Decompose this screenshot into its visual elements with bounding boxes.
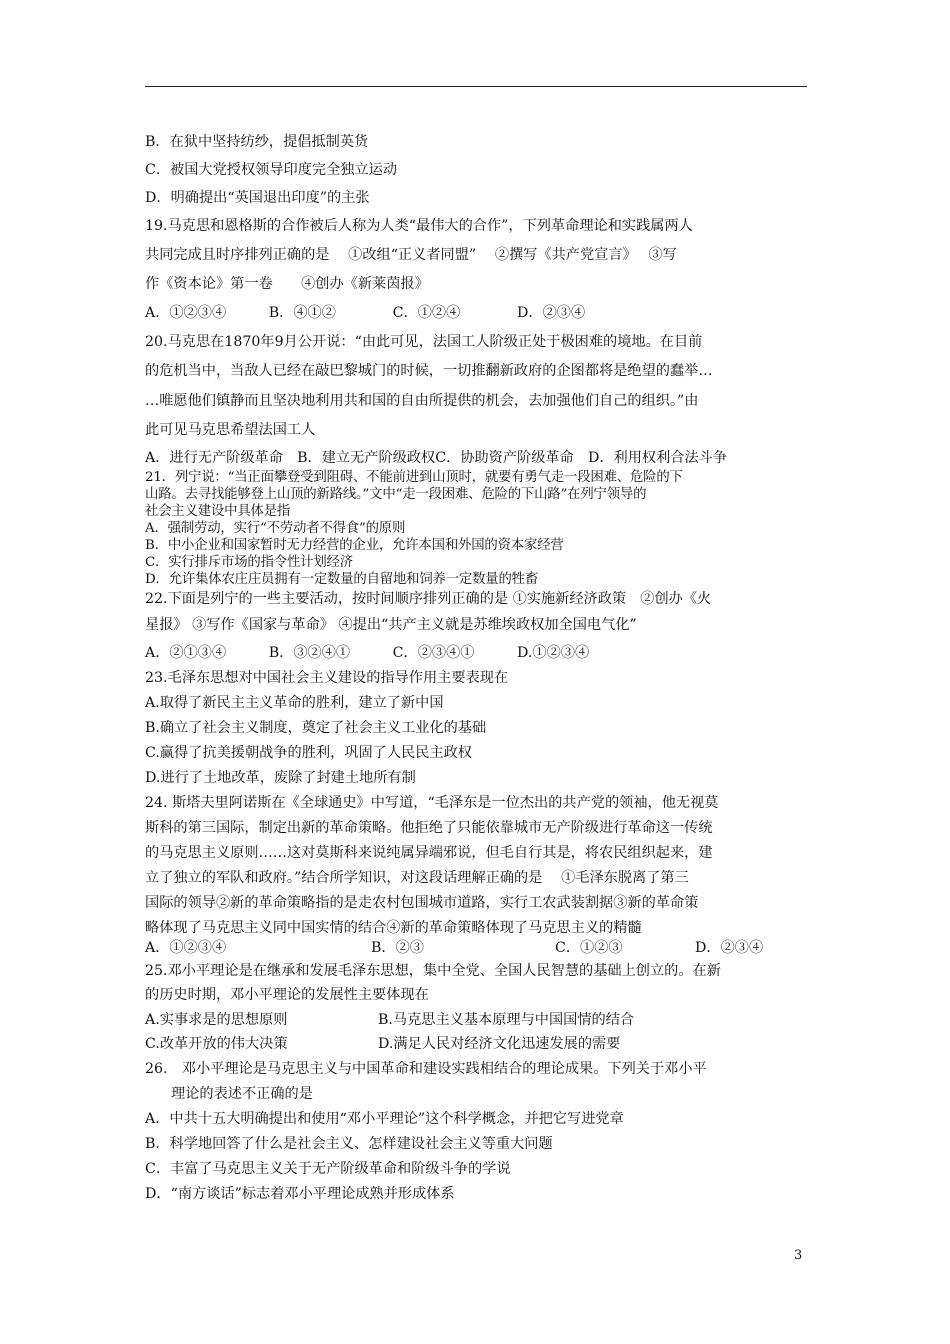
q25-option-b: B.马克思主义基本原理与中国国情的结合 bbox=[378, 1012, 635, 1028]
q25-stem-line: 的历史时期，邓小平理论的发展性主要体现在 bbox=[145, 987, 429, 1003]
q24-stem-line: 立了独立的军队和政府。”结合所学知识，对这段话理解正确的是 ①毛泽东脱离了第三 bbox=[145, 870, 689, 886]
q24-stem-line: 的马克思主义原则……这对莫斯科来说纯属异端邪说，但毛自行其是，将农民组织起来，建 bbox=[145, 845, 713, 861]
q26-stem-line: 理论的表述不正确的是 bbox=[171, 1086, 313, 1102]
q21-option-c: C．实行排斥市场的指令性计划经济 bbox=[145, 555, 353, 570]
q23-stem: 23.毛泽东思想对中国社会主义建设的指导作用主要表现在 bbox=[145, 670, 509, 686]
q18-option-c: C．被国大党授权领导印度完全独立运动 bbox=[145, 162, 398, 178]
q18-option-d: D．明确提出“英国退出印度”的主张 bbox=[145, 190, 370, 206]
q23-option-a: A.取得了新民主主义革命的胜利，建立了新中国 bbox=[145, 695, 444, 711]
q25-option-c: C.改革开放的伟大决策 bbox=[145, 1036, 288, 1052]
q22-stem-line: 星报》 ③写作《国家与革命》 ④提出“共产主义就是苏维埃政权加全国电气化” bbox=[145, 617, 637, 633]
q24-stem-line: 国际的领导②新的革命策略指的是走农村包围城市道路，实行工农武装割据③新的革命策 bbox=[145, 895, 699, 911]
q19-options: A．①②③④ B．④①② C．①②④ D．②③④ bbox=[145, 305, 586, 321]
q20-stem-line: …唯愿他们镇静而且坚决地利用共和国的自由所提供的机会，去加强他们自己的组织。”由 bbox=[145, 393, 699, 409]
q21-option-b: B．中小企业和国家暂时无力经营的企业，允许本国和外国的资本家经营 bbox=[145, 538, 564, 553]
q24-option-b: B．②③ bbox=[371, 940, 424, 956]
q20-stem-line: 的危机当中，当敌人已经在敲巴黎城门的时候，一切推翻新政府的企图都将是绝望的蠢举… bbox=[145, 363, 713, 379]
q25-option-a: A.实事求是的思想原则 bbox=[145, 1012, 288, 1028]
q26-option-d: D．“南方谈话”标志着邓小平理论成熟并形成体系 bbox=[145, 1186, 455, 1202]
q20-stem-line: 此可见马克思希望法国工人 bbox=[145, 422, 316, 438]
q21-stem-line: 社会主义建设中具体是指 bbox=[145, 504, 291, 519]
q19-stem-line: 19.马克思和恩格斯的合作被后人称为人类“最伟大的合作”，下列革命理论和实践属两人 bbox=[145, 218, 693, 234]
q23-option-d: D.进行了土地改革，废除了封建土地所有制 bbox=[145, 770, 416, 786]
q19-stem-line: 作《资本论》第一卷 ④创办《新莱茵报》 bbox=[145, 276, 429, 292]
q21-stem-line: 21．列宁说：“当正面攀登受到阻碍、不能前进到山顶时，就要有勇气走一段困难、危险的下 bbox=[145, 470, 683, 485]
q20-stem-line: 20.马克思在1870年9月公开说：“由此可见，法国工人阶级正处于极困难的境地。在目前 bbox=[145, 334, 703, 350]
q24-stem-line: 斯科的第三国际，制定出新的革命策略。他拒绝了只能依靠城市无产阶级进行革命这一传统 bbox=[145, 820, 713, 836]
q24-option-c: C．①②③ bbox=[555, 940, 623, 956]
q21-option-a: A．强制劳动，实行“不劳动者不得食”的原则 bbox=[145, 521, 406, 536]
q22-stem-line: 22.下面是列宁的一些主要活动，按时间顺序排列正确的是 ①实施新经济政策 ②创办《火 bbox=[145, 591, 712, 607]
q26-option-c: C．丰富了马克思主义关于无产阶级革命和阶级斗争的学说 bbox=[145, 1161, 511, 1177]
q23-option-c: C.赢得了抗美援朝战争的胜利，巩固了人民民主政权 bbox=[145, 745, 472, 761]
header-rule bbox=[145, 86, 807, 87]
q23-option-b: B.确立了社会主义制度，奠定了社会主义工业化的基础 bbox=[145, 720, 487, 736]
q21-option-d: D．允许集体农庄庄员拥有一定数量的自留地和饲养一定数量的牲畜 bbox=[145, 572, 539, 587]
q18-option-b: B．在狱中坚持纺纱，提倡抵制英货 bbox=[145, 134, 369, 150]
q22-options: A．②①③④ B．③②④① C．②③④① D.①②③④ bbox=[145, 645, 590, 661]
q25-stem-line: 25.邓小平理论是在继承和发展毛泽东思想，集中全党、全国人民智慧的基础上创立的。在新 bbox=[145, 963, 721, 979]
q21-stem-line: 山路。去寻找能够登上山顶的新路线。”文中“走一段困难、危险的下山路”在列宁领导的 bbox=[145, 487, 647, 502]
q24-option-d: D．②③④ bbox=[695, 940, 764, 956]
q26-option-b: B．科学地回答了什么是社会主义、怎样建设社会主义等重大问题 bbox=[145, 1136, 553, 1152]
q20-options: A．进行无产阶级革命 B．建立无产阶级政权C．协助资产阶级革命 D．利用权利合法斗争 bbox=[145, 450, 728, 466]
q24-stem-line: 24. 斯塔夫里阿诺斯在《全球通史》中写道，“毛泽东是一位杰出的共产党的领袖，他无视莫 bbox=[145, 795, 719, 811]
q26-option-a: A．中共十五大明确提出和使用“邓小平理论”这个科学概念，并把它写进党章 bbox=[145, 1111, 624, 1127]
q24-stem-line: 略体现了马克思主义同中国实情的结合④新的革命策略体现了马克思主义的精髓 bbox=[145, 920, 642, 936]
q19-stem-line: 共同完成且时序排列正确的是 ①改组“正义者同盟” ②撰写《共产党宣言》 ③写 bbox=[145, 247, 677, 263]
page-number: 3 bbox=[794, 1248, 803, 1263]
q25-option-d: D.满足人民对经济文化迅速发展的需要 bbox=[378, 1036, 621, 1052]
q26-stem-line: 26. 邓小平理论是马克思主义与中国革命和建设实践相结合的理论成果。下列关于邓小平 bbox=[145, 1061, 707, 1077]
q24-option-a: A．①②③④ bbox=[145, 940, 227, 956]
